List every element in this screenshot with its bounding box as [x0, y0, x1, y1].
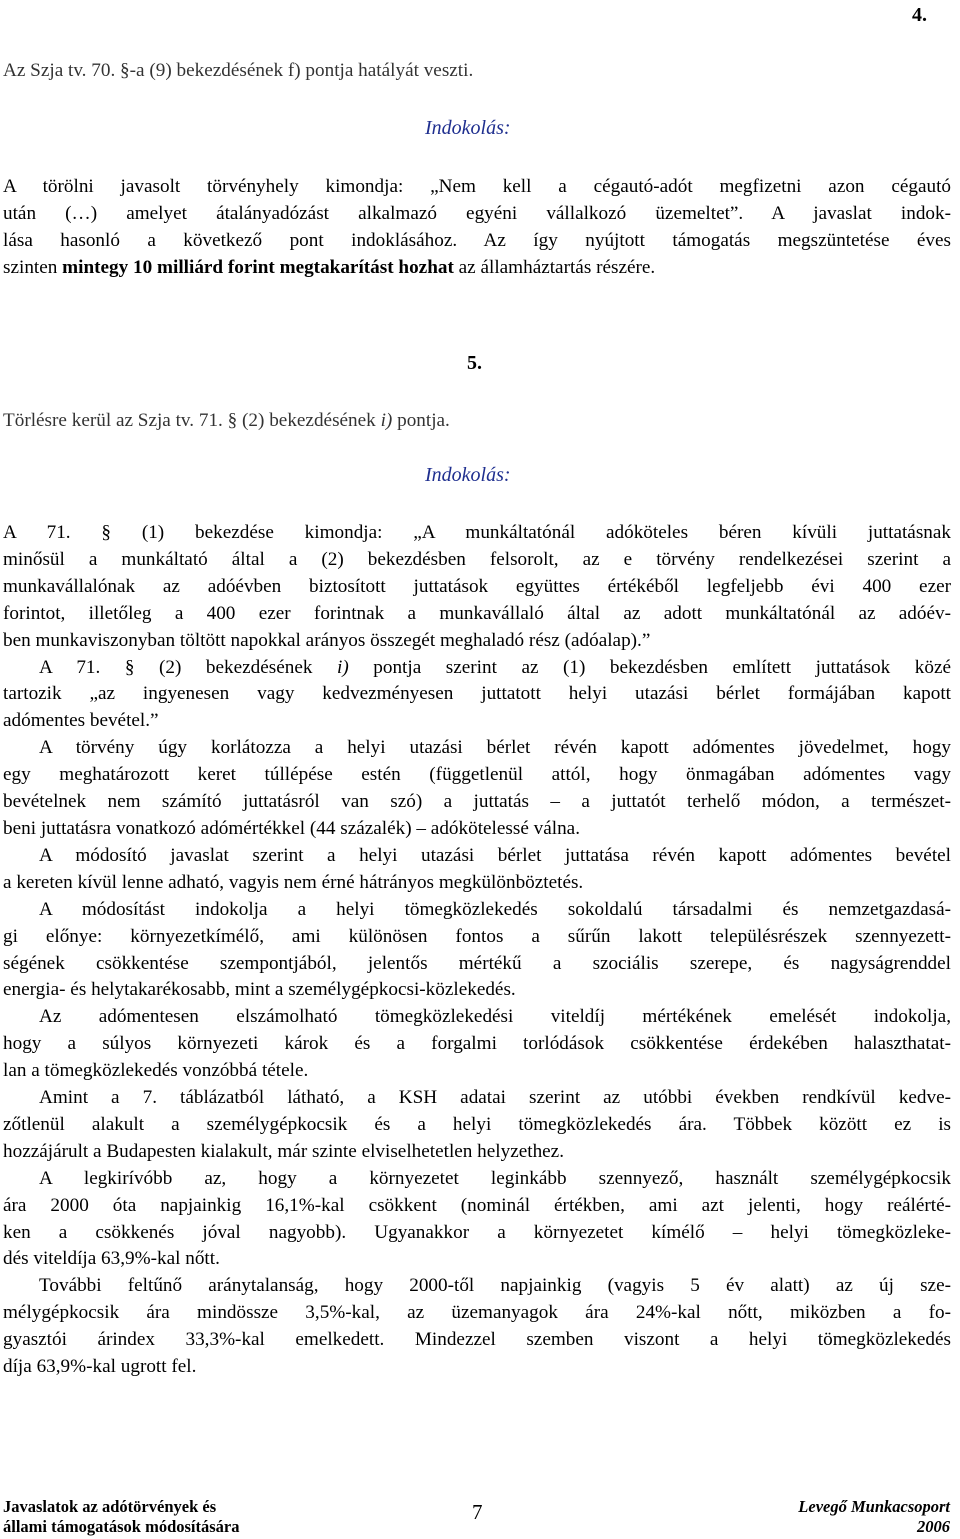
paragraph-line: szinten mintegy 10 milliárd forint megtakarítást hozhat az államháztartás részére. — [3, 256, 656, 278]
paragraph-line: forintot, illetőleg a 400 ezer forintnak a munkavállaló által az adott munkáltatónál az adóév- — [3, 602, 951, 624]
paragraph-line: díja 63,9%-kal ugrott fel. — [3, 1356, 197, 1378]
paragraph-line: ben munkaviszonyban töltött napokkal arányos összegét meghaladó rész (adóalap).” — [3, 629, 651, 651]
paragraph-line: egy meghatározott keret túllépése estén (függetlenül attól, hogy önmagában adómentes vagy — [3, 764, 951, 786]
paragraph-line: ken a csökkenés jóval nagyobb). Ugyanakkor a környezetet kímélő – helyi tömegközleke- — [3, 1221, 951, 1243]
section-5-number: 5. — [467, 352, 482, 374]
paragraph-line: gi előnye: környezetkímélő, ami különösen fontos a sűrűn lakott településrészek szennyezett- — [3, 925, 951, 947]
paragraph-line: adómentes bevétel.” — [3, 710, 159, 732]
footer-doc-title-line1: Javaslatok az adótörvények és — [3, 1497, 217, 1516]
paragraph-line: mélygépkocsik ára mindössze 3,5%-kal, az üzemanyagok ára 24%-kal nőtt, miközben a fo- — [3, 1302, 951, 1324]
paragraph-line: tartozik „az ingyenesen vagy kedvezményesen juttatott helyi utazási bérlet formájában kapott — [3, 683, 951, 705]
paragraph-line: hozzájárult a Budapesten kialakult, már szinte elviselhetetlen helyzethez. — [3, 1140, 565, 1162]
footer-year: 2006 — [917, 1517, 950, 1536]
footer-doc-title-line2: állami támogatások módosítására — [3, 1517, 240, 1536]
paragraph-line: zőtlenül alakult a személygépkocsik és a helyi tömegközlekedés ára. Többek között ez is — [3, 1113, 951, 1135]
paragraph-line: dés viteldíja 63,9%-kal nőtt. — [3, 1248, 220, 1270]
paragraph-line: A módosítást indokolja a helyi tömegközlekedés sokoldalú társadalmi és nemzetgazdasá- — [39, 898, 951, 920]
paragraph-line: a kereten kívül lenne adható, vagyis nem érné hátrányos megkülönböztetés. — [3, 871, 584, 893]
paragraph-line: ségének csökkentése szempontjából, jelentős mértékű a szociális szerepe, és nagyságrenddel — [3, 952, 951, 974]
paragraph-line: hogy a súlyos környezeti károk és a forgalmi torlódások csökkentése érdekében halaszthatat- — [3, 1033, 951, 1055]
section-4-intro: Az Szja tv. 70. §-a (9) bekezdésének f) pontja hatályát veszti. — [3, 60, 474, 81]
paragraph-line: lása hasonló a következő pont indoklásához. Az így nyújtott támogatás megszüntetése éves — [3, 229, 951, 251]
paragraph-line: munkavállalónak az adóévben biztosított juttatások együttes értékéből legfeljebb évi 400 ezer — [3, 575, 951, 597]
paragraph-line: Amint a 7. táblázatból látható, a KSH adatai szerint az utóbbi években rendkívül kedve- — [39, 1087, 951, 1109]
paragraph-line: A törölni javasolt törvényhely kimondja: „Nem kell a cégautó-adót megfizetni azon cégautó — [3, 176, 951, 197]
bold-savings-text: mintegy 10 milliárd forint megtakarítást hozhat — [62, 256, 454, 278]
section-5-indoklas-title: Indokolás: — [425, 464, 511, 486]
footer-page-number: 7 — [472, 1500, 483, 1524]
paragraph-line: A 71. § (1) bekezdése kimondja: „A munkáltatónál adóköteles béren kívüli juttatásnak — [3, 522, 951, 543]
footer-organization: Levegő Munkacsoport — [798, 1497, 950, 1516]
paragraph-line: bevételnek nem számító juttatásról van szó) a juttatás – a juttatót terhelő módon, a természet- — [3, 791, 951, 813]
section-4-paragraph — [3, 174, 951, 282]
paragraph-line: lan a tömegközlekedés vonzóbbá tétele. — [3, 1060, 309, 1082]
paragraph-line: További feltűnő aránytalanság, hogy 2000-től napjainkig (vagyis 5 év alatt) az új sze- — [39, 1275, 951, 1297]
paragraph-line: A 71. § (2) bekezdésének i) pontja szerint az (1) bekezdésben említett juttatások közé — [39, 656, 951, 678]
paragraph-line: A törvény úgy korlátozza a helyi utazási bérlet révén kapott adómentes jövedelmet, hogy — [39, 737, 951, 759]
paragraph-line: Az adómentesen elszámolható tömegközlekedési viteldíj mértékének emelését indokolja, — [39, 1006, 951, 1028]
paragraph-line: A legkirívóbb az, hogy a környezetet leginkább szennyező, használt személygépkocsik — [39, 1167, 951, 1189]
paragraph-line: energia- és helytakarékosabb, mint a személygépkocsi-közlekedés. — [3, 979, 516, 1001]
footer-left — [3, 1497, 240, 1537]
paragraph-line: A módosító javaslat szerint a helyi utazási bérlet juttatása révén kapott adómentes bevétel — [39, 844, 951, 866]
section-4-number: 4. — [912, 4, 927, 26]
paragraph-line: gyasztói árindex 33,3%-kal emelkedett. Mindezzel szemben viszont a helyi tömegközlekedés — [3, 1329, 951, 1351]
footer-right — [798, 1497, 950, 1537]
section-4-indoklas-title: Indokolás: — [425, 117, 511, 139]
paragraph-line: minősül a munkáltató által a (2) bekezdésben felsorolt, az e törvény rendelkezései szerint a — [3, 548, 951, 570]
paragraph-line: beni juttatásra vonatkozó adómértékkel (44 százalék) – adókötelessé válna. — [3, 817, 580, 839]
section-5-intro: Törlésre kerül az Szja tv. 71. § (2) bekezdésének i) pontja. — [3, 410, 450, 431]
paragraph-line: ára 2000 óta napjainkig 16,1%-kal csökkent (nominál értékben, ami azt jelenti, hogy reálérté- — [3, 1194, 951, 1216]
paragraph-line: után (…) amelyet átalányadózást alkalmazó egyéni vállalkozó üzemeltet”. A javaslat indok- — [3, 202, 951, 224]
section-5-body — [3, 520, 951, 1381]
